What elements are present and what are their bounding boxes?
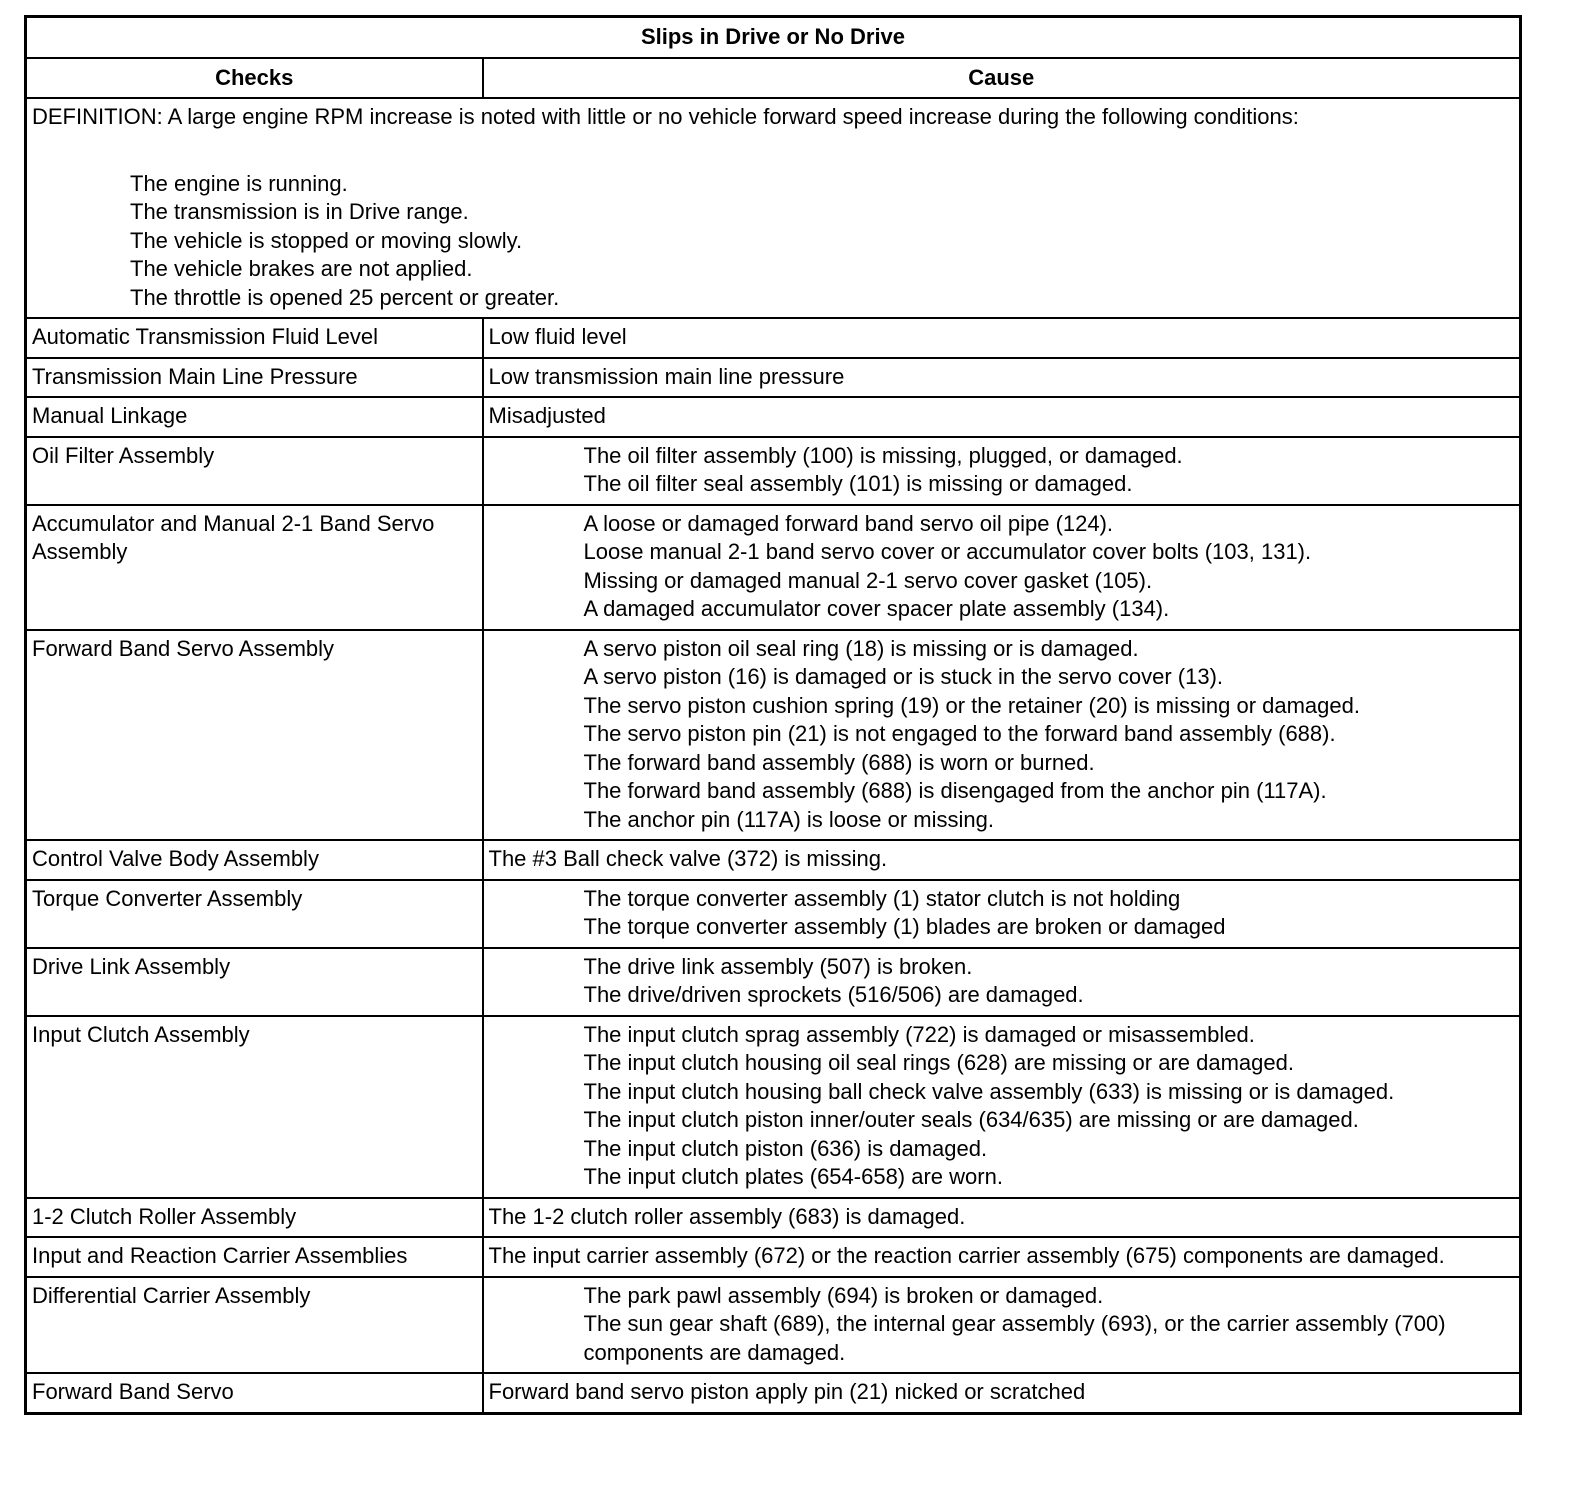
cause-cell (483, 1277, 1521, 1374)
cause-item: The input clutch plates (654-658) are worn. (583, 1164, 1003, 1189)
cause-item: The input carrier assembly (672) or the reaction carrier assembly (675) components are damaged. (488, 1243, 1445, 1268)
check-cell: Input Clutch Assembly (26, 1016, 483, 1198)
cause-cell (483, 1016, 1521, 1198)
check-cell: Input and Reaction Carrier Assemblies (26, 1237, 483, 1277)
table-row (26, 840, 1521, 880)
check-cell: Oil Filter Assembly (26, 437, 483, 505)
cause-cell (483, 505, 1521, 630)
cause-item: Missing or damaged manual 2-1 servo cover gasket (105). (583, 567, 1153, 593)
cause-item: The input clutch piston (636) is damaged. (583, 1135, 988, 1161)
table-row (26, 1237, 1521, 1277)
cause-item: The oil filter assembly (100) is missing, plugged, or damaged. (583, 442, 1183, 468)
definition-condition: The throttle is opened 25 percent or greater. (130, 284, 560, 310)
check-cell: Accumulator and Manual 2-1 Band Servo Assembly (26, 505, 483, 630)
cause-item: The park pawl assembly (694) is broken or damaged. (583, 1282, 1104, 1308)
check-cell: Differential Carrier Assembly (26, 1277, 483, 1374)
cause-cell (483, 318, 1521, 358)
definition-condition: The transmission is in Drive range. (130, 199, 469, 224)
cause-cell (483, 437, 1521, 505)
table-row (26, 880, 1521, 948)
check-cell: Forward Band Servo Assembly (26, 630, 483, 841)
cause-item: The torque converter assembly (1) blades are broken or damaged (583, 914, 1226, 939)
cause-item: The drive/driven sprockets (516/506) are damaged. (583, 982, 1084, 1007)
cause-item: The input clutch sprag assembly (722) is damaged or misassembled. (583, 1021, 1255, 1047)
cause-item: The drive link assembly (507) is broken. (583, 953, 973, 979)
cause-item: Misadjusted (488, 403, 606, 428)
cause-item: A servo piston oil seal ring (18) is missing or is damaged. (583, 635, 1139, 661)
cause-item: The oil filter seal assembly (101) is missing or damaged. (583, 471, 1133, 496)
cause-item: The servo piston cushion spring (19) or the retainer (20) is missing or damaged. (583, 692, 1360, 718)
table-row (26, 630, 1521, 841)
check-cell: Transmission Main Line Pressure (26, 358, 483, 398)
definition-text: DEFINITION: A large engine RPM increase is noted with little or no vehicle forward speed increase during the following conditions: (32, 104, 1299, 129)
table-row (26, 437, 1521, 505)
cause-cell (483, 1373, 1521, 1413)
cause-cell (483, 880, 1521, 948)
cause-item: The 1-2 clutch roller assembly (683) is damaged. (488, 1203, 966, 1229)
cause-item: Forward band servo piston apply pin (21) nicked or scratched (488, 1379, 1086, 1404)
cause-item: Low transmission main line pressure (488, 363, 845, 389)
cause-cell (483, 397, 1521, 437)
check-cell: Drive Link Assembly (26, 948, 483, 1016)
table-row (26, 397, 1521, 437)
cause-item: A damaged accumulator cover spacer plate assembly (134). (583, 596, 1170, 621)
check-cell: Manual Linkage (26, 397, 483, 437)
cause-item: The forward band assembly (688) is worn or burned. (583, 749, 1095, 775)
table-title: Slips in Drive or No Drive (26, 17, 1521, 58)
header-cause: Cause (483, 58, 1521, 99)
table-row (26, 358, 1521, 398)
cause-cell (483, 630, 1521, 841)
check-cell: 1-2 Clutch Roller Assembly (26, 1198, 483, 1238)
cause-item: The torque converter assembly (1) stator clutch is not holding (583, 885, 1181, 911)
table-row (26, 1373, 1521, 1413)
cause-cell (483, 948, 1521, 1016)
cause-item: The #3 Ball check valve (372) is missing. (488, 846, 888, 871)
cause-item: The sun gear shaft (689), the internal gear assembly (693), or the carrier assembly (700) components are damaged. (583, 1311, 1446, 1365)
table-row (26, 505, 1521, 630)
cause-item: The servo piston pin (21) is not engaged to the forward band assembly (688). (583, 721, 1336, 746)
definition-condition: The engine is running. (130, 170, 348, 196)
check-cell: Forward Band Servo (26, 1373, 483, 1413)
cause-cell (483, 1198, 1521, 1238)
cause-item: A loose or damaged forward band servo oil pipe (124). (583, 510, 1114, 536)
cause-item: The input clutch housing ball check valve assembly (633) is missing or is damaged. (583, 1078, 1395, 1104)
check-cell: Control Valve Body Assembly (26, 840, 483, 880)
cause-item: The forward band assembly (688) is disengaged from the anchor pin (117A). (583, 778, 1327, 803)
cause-cell (483, 840, 1521, 880)
table-row (26, 1016, 1521, 1198)
cause-item: A servo piston (16) is damaged or is stuck in the servo cover (13). (583, 664, 1224, 689)
cause-item: The anchor pin (117A) is loose or missing. (583, 806, 994, 832)
check-cell: Torque Converter Assembly (26, 880, 483, 948)
definition-row (26, 98, 1521, 318)
diagnostic-table (24, 15, 1522, 1415)
cause-item: Loose manual 2-1 band servo cover or accumulator cover bolts (103, 131). (583, 539, 1312, 564)
definition-condition: The vehicle is stopped or moving slowly. (130, 227, 523, 253)
cause-cell (483, 358, 1521, 398)
table-row (26, 318, 1521, 358)
check-cell: Automatic Transmission Fluid Level (26, 318, 483, 358)
definition-cell (26, 98, 1521, 318)
table-row (26, 1277, 1521, 1374)
table-row (26, 948, 1521, 1016)
definition-conditions (32, 170, 1514, 313)
cause-item: The input clutch housing oil seal rings (628) are missing or are damaged. (583, 1050, 1294, 1075)
cause-item: Low fluid level (488, 324, 627, 349)
table-row (26, 1198, 1521, 1238)
cause-cell (483, 1237, 1521, 1277)
header-checks: Checks (26, 58, 483, 99)
definition-condition: The vehicle brakes are not applied. (130, 256, 473, 281)
cause-item: The input clutch piston inner/outer seals (634/635) are missing or are damaged. (583, 1107, 1359, 1132)
